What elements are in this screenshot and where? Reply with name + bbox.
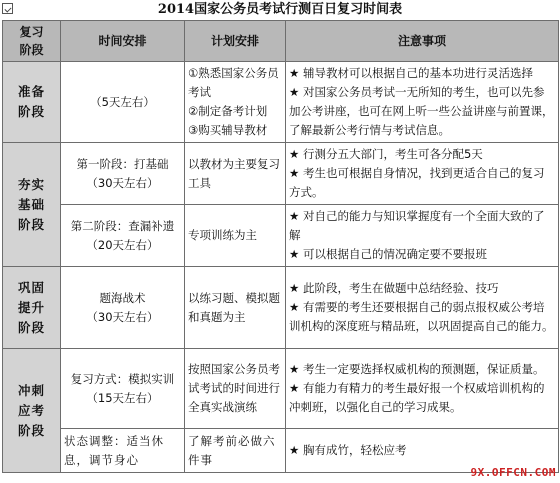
table-row (3, 205, 559, 267)
stage-prep: 准备 阶段 (3, 62, 61, 143)
notes-sprint-part1 (286, 349, 559, 429)
note-item: ★ 有需要的考生还要根据自己的弱点报权威公考培训机构的深度班与精品班，以巩固提高自己的能力。 (289, 300, 554, 333)
note-item: ★ 有能力有精力的考生最好报一个权威培训机构的冲刺班，以强化自己的学习成果。 (289, 381, 545, 414)
notes-prep (286, 62, 559, 143)
time-duration: （30天左右） (86, 309, 159, 324)
plan-item: ①熟悉国家公务员考试 (188, 66, 279, 99)
header-plan: 计划安排 (185, 21, 286, 62)
table-row (3, 143, 559, 205)
notes-foundation-phase2 (286, 205, 559, 267)
header-time: 时间安排 (61, 21, 185, 62)
table-row (3, 267, 559, 349)
plan-consolidate: 以练习题、模拟题和真题为主 (185, 267, 286, 349)
stage-sprint: 冲刺 应考 阶段 (3, 349, 61, 473)
time-title: 复习方式：模拟实训 (70, 371, 175, 386)
notes-consolidate (286, 267, 559, 349)
plan-sprint-part2: 了解考前必做六件事 (185, 429, 286, 473)
time-title: 第一阶段：打基础 (76, 156, 169, 171)
note-item: ★ 考生一定要选择权威机构的预测题，保证质量。 (289, 362, 545, 376)
time-title: 题海战术 (99, 290, 146, 305)
watermark: 9X.OFFCN.COM (470, 466, 556, 479)
header-stage: 复习 阶段 (3, 21, 61, 62)
plan-foundation-phase1: 以教材为主要复习工具 (185, 143, 286, 205)
note-item: ★ 此阶段，考生在做题中总结经验、技巧 (289, 281, 499, 295)
time-duration: （20天左右） (86, 237, 159, 252)
note-item: ★ 考生也可根据自身情况，找到更适合自己的复习方式。 (289, 166, 545, 199)
schedule-table (2, 20, 559, 473)
time-title: 第二阶段：查漏补遗 (70, 218, 175, 233)
note-item: ★ 辅导教材可以根据自己的基本功进行灵活选择 (289, 66, 533, 80)
note-item: ★ 对自己的能力与知识掌握度有一个全面大致的了解 (289, 209, 545, 242)
time-foundation-phase1 (61, 143, 185, 205)
note-item: ★ 对国家公务员考试一无所知的考生，也可以先参加公考讲座，也可在网上听一些公益讲座与前置课，了解最新公考行情与考试信息。 (289, 85, 554, 137)
time-consolidate (61, 267, 185, 349)
notes-foundation-phase1 (286, 143, 559, 205)
stage-consolidate: 巩固 提升 阶段 (3, 267, 61, 349)
stage-foundation: 夯实 基础 阶段 (3, 143, 61, 267)
time-prep: （5天左右） (61, 62, 185, 143)
time-duration: （15天左右） (86, 390, 159, 405)
header-row (3, 21, 559, 62)
plan-item: ②制定备考计划 (188, 104, 268, 118)
time-sprint-part1 (61, 349, 185, 429)
time-sprint-part2: 状态调整：适当休息，调节身心 (61, 429, 185, 473)
plan-item: ③购买辅导教材 (188, 123, 268, 137)
note-item: ★ 胸有成竹，轻松应考 (289, 443, 407, 457)
time-foundation-phase2 (61, 205, 185, 267)
header-notes: 注意事项 (286, 21, 559, 62)
plan-foundation-phase2: 专项训练为主 (185, 205, 286, 267)
table-row (3, 62, 559, 143)
time-duration: （30天左右） (86, 175, 159, 190)
plan-prep (185, 62, 286, 143)
plan-sprint-part1: 按照国家公务员考试考试的时间进行全真实战演练 (185, 349, 286, 429)
page-title: 2014国家公务员考试行测百日复习时间表 (157, 2, 403, 17)
note-item: ★ 可以根据自己的情况确定要不要报班 (289, 247, 487, 261)
note-item: ★ 行测分五大部门，考生可各分配5天 (289, 147, 483, 161)
table-row (3, 349, 559, 429)
